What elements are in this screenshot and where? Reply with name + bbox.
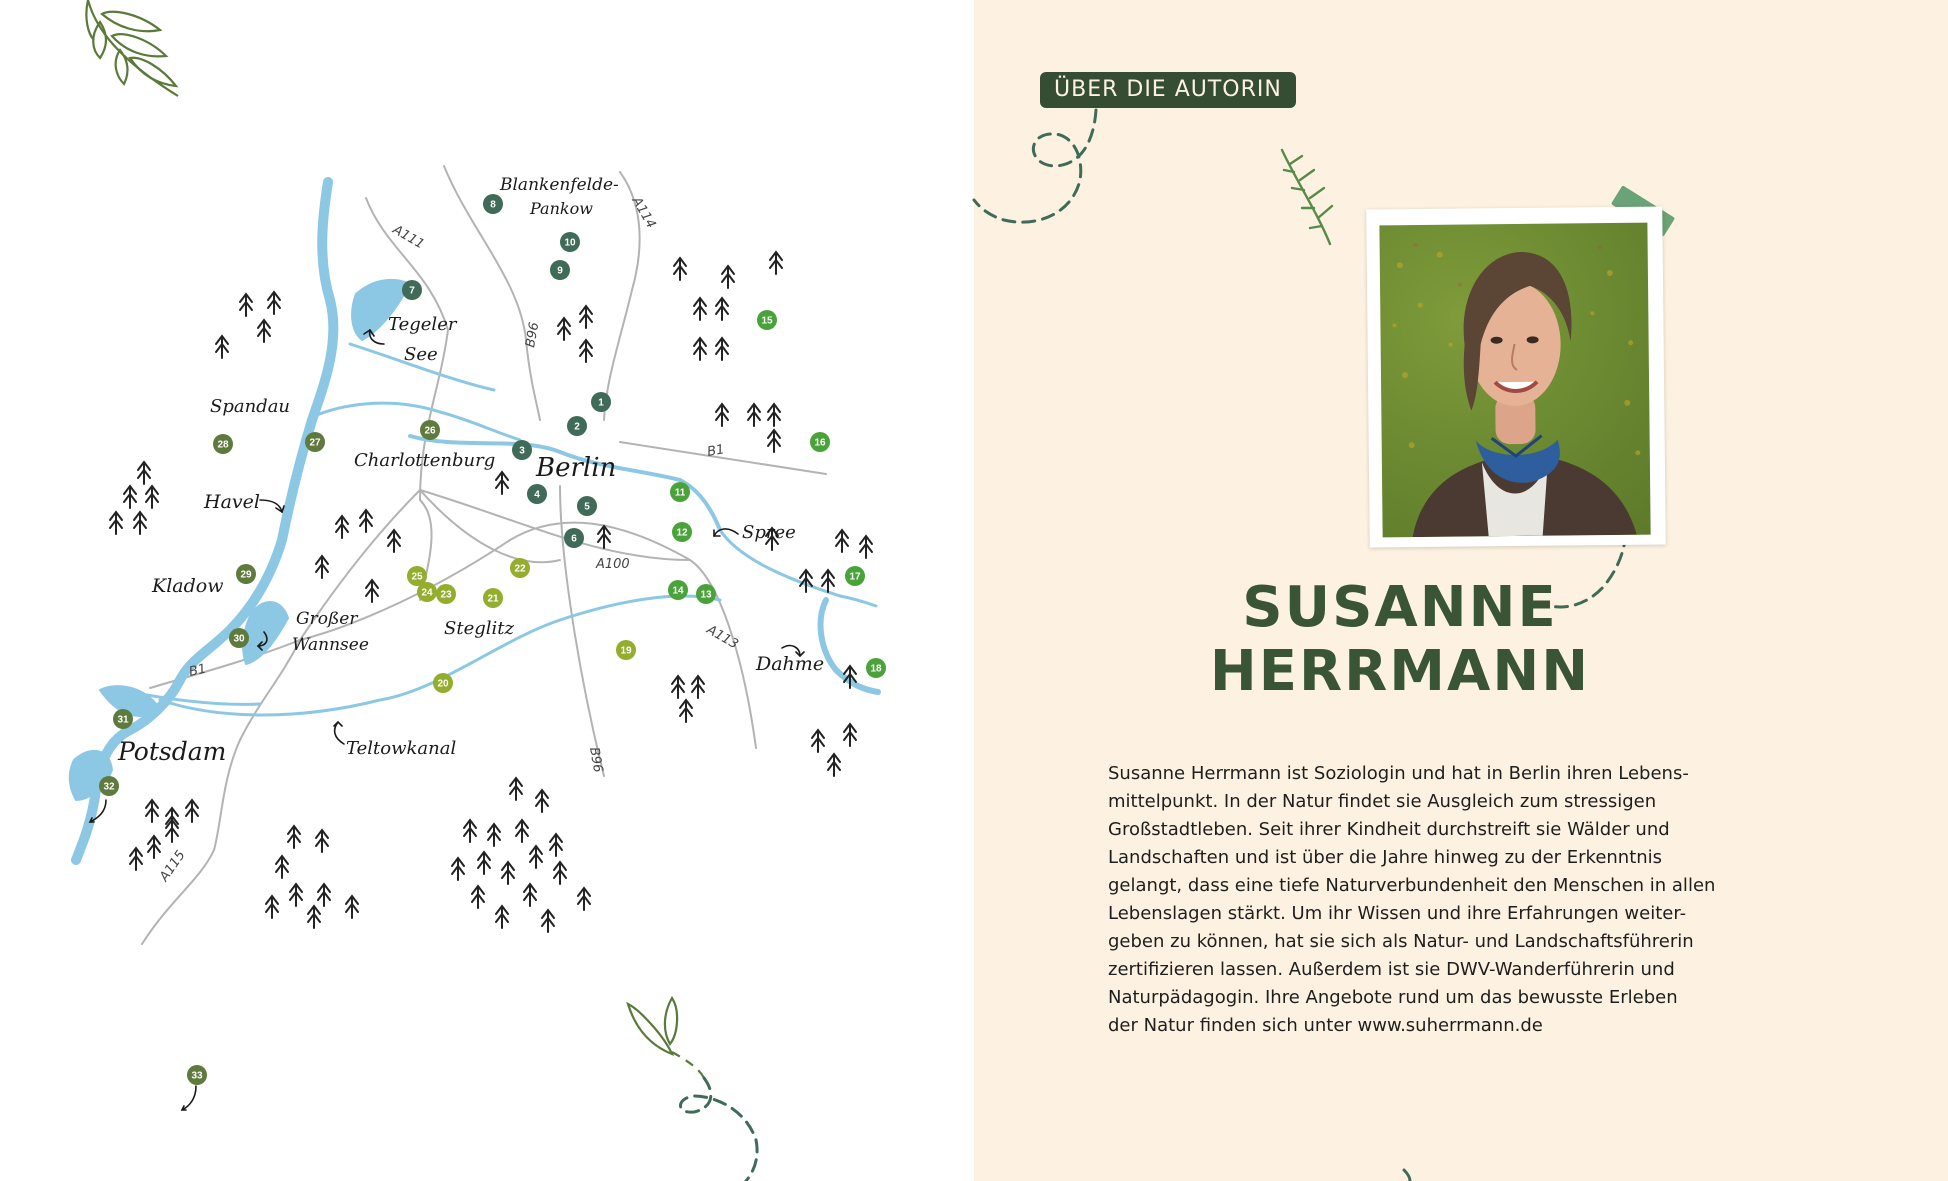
tree-icon [388, 530, 400, 552]
road-label-a115: A115 [156, 848, 189, 885]
map-marker-number: 20 [437, 678, 449, 690]
place-label-spree: Spree [742, 522, 796, 543]
tree-icon [138, 462, 150, 484]
map-marker [229, 628, 249, 648]
tree-icon [580, 306, 592, 328]
tree-icon [536, 790, 548, 812]
map-marker-number: 12 [676, 527, 688, 539]
map-marker [420, 420, 440, 440]
map-marker [668, 580, 688, 600]
tree-icon [488, 824, 500, 846]
map-marker [845, 566, 865, 586]
place-label-blankenfelde: Blankenfelde- [500, 175, 619, 195]
map-marker-number: 17 [849, 571, 861, 583]
tree-icon [694, 298, 706, 320]
place-labels [117, 175, 824, 766]
tree-icon [516, 820, 528, 842]
map-marker [402, 280, 422, 300]
tree-icon [130, 848, 142, 870]
tree-icon [800, 570, 812, 592]
tree-icon [672, 676, 684, 698]
tree-icon [680, 700, 692, 722]
map-marker-number: 3 [519, 445, 525, 457]
map-marker [757, 310, 777, 330]
tree-icon [496, 906, 508, 928]
tree-icon [336, 516, 348, 538]
photo-frame [1366, 206, 1666, 547]
tree-icon [836, 530, 848, 552]
tree-icon [452, 858, 464, 880]
bio-line: mittelpunkt. In der Natur findet sie Ausgleich zum stressigen [1108, 791, 1657, 812]
tree-icon [828, 754, 840, 776]
map-marker [483, 194, 503, 214]
place-label-grosser: Großer [296, 609, 358, 629]
author-bio [1108, 760, 1758, 1040]
bio-line: Susanne Herrmann ist Soziologin und hat in Berlin ihren Lebens- [1108, 763, 1689, 784]
map-marker-number: 32 [103, 781, 115, 793]
map-marker-number: 10 [564, 237, 576, 249]
bio-line: Naturpädagogin. Ihre Angebote rund um das bewusste Erleben [1108, 987, 1678, 1008]
tree-icon [318, 884, 330, 906]
tree-icon [716, 338, 728, 360]
place-label-pankow: Pankow [530, 199, 593, 218]
bio-line: zertifizieren lassen. Außerdem ist sie DWV-Wanderführerin und [1108, 959, 1675, 980]
map-marker-number: 23 [440, 589, 452, 601]
portrait-photo-icon [1379, 223, 1650, 538]
map-marker [305, 432, 325, 452]
map-marker-number: 33 [191, 1070, 203, 1082]
map-marker-number: 7 [409, 285, 415, 297]
map-marker-number: 27 [309, 437, 321, 449]
author-photo [1379, 223, 1650, 538]
bio-line: Großstadtleben. Seit ihrer Kindheit durchstreift sie Wälder und [1108, 819, 1670, 840]
tree-icon [770, 252, 782, 274]
tree-icon [316, 830, 328, 852]
map-marker-number: 19 [620, 645, 632, 657]
road-label-a111: A111 [390, 222, 427, 253]
map-marker [187, 1065, 207, 1085]
map-marker [483, 588, 503, 608]
tree-icon [360, 510, 372, 532]
map-marker [510, 558, 530, 578]
place-label-charlottenburg: Charlottenburg [354, 450, 496, 471]
map-marker [564, 528, 584, 548]
map-marker [591, 392, 611, 412]
map-marker-number: 8 [490, 199, 496, 211]
author-first-name: SUSANNE [1242, 575, 1558, 640]
road-label-b96-south: B96 [586, 746, 606, 774]
tree-icon [748, 404, 760, 426]
tree-icon [598, 526, 610, 548]
tree-icon [558, 318, 570, 340]
author-name [1200, 576, 1600, 704]
tree-icon [844, 724, 856, 746]
map-marker-number: 21 [487, 593, 499, 605]
leaf-pair-icon [628, 998, 704, 1078]
map-marker [672, 522, 692, 542]
tree-icon [316, 556, 328, 578]
map-marker-number: 26 [424, 425, 436, 437]
map-marker [433, 673, 453, 693]
tree-icon [554, 862, 566, 884]
map-marker [560, 232, 580, 252]
map-marker-number: 30 [233, 633, 245, 645]
tree-icon [148, 836, 160, 858]
tree-icon [580, 340, 592, 362]
place-label-see: See [404, 344, 438, 365]
place-label-dahme: Dahme [756, 653, 825, 675]
map-marker-number: 25 [411, 571, 423, 583]
bio-line: gelangt, dass eine tiefe Naturverbundenheit den Menschen in allen [1108, 875, 1716, 896]
map-marker [407, 566, 427, 586]
road-label-b1-east: B1 [706, 442, 726, 460]
place-label-berlin: Berlin [536, 453, 617, 483]
tree-icon [308, 906, 320, 928]
bio-line: Landschaften und ist über die Jahre hinweg zu der Erkenntnis [1108, 847, 1663, 868]
tree-icon [478, 852, 490, 874]
place-label-steglitz: Steglitz [444, 618, 514, 639]
map-marker-number: 15 [761, 315, 773, 327]
map-marker [866, 658, 886, 678]
tree-icon [692, 676, 704, 698]
map-marker-number: 1 [598, 397, 604, 409]
tree-icon [768, 430, 780, 452]
map-marker-number: 6 [571, 533, 577, 545]
place-label-teltowkanal: Teltowkanal [346, 738, 457, 759]
map-marker-number: 29 [240, 569, 252, 581]
tree-icon [674, 258, 686, 280]
map-marker-number: 2 [574, 421, 580, 433]
road-label-a114: A114 [628, 194, 659, 232]
tree-icon [134, 512, 146, 534]
tree-icon [186, 800, 198, 822]
tree-icon [716, 298, 728, 320]
map-marker [567, 416, 587, 436]
tree-icon [110, 512, 122, 534]
map-marker [670, 482, 690, 502]
section-label: ÜBER DIE AUTORIN [1040, 72, 1296, 108]
map-marker-number: 31 [117, 714, 129, 726]
tree-icon [722, 266, 734, 288]
map-marker [99, 776, 119, 796]
map-marker-number: 11 [674, 487, 686, 499]
place-label-havel: Havel [204, 491, 260, 513]
tree-icon [768, 404, 780, 426]
map-marker-number: 28 [217, 439, 229, 451]
map-marker-number: 5 [584, 501, 590, 513]
tree-icon [146, 800, 158, 822]
road-label-b96-north: B96 [523, 321, 543, 349]
map-marker [113, 709, 133, 729]
map-marker [527, 484, 547, 504]
map-marker-number: 14 [672, 585, 684, 597]
tree-icon [266, 896, 278, 918]
road-label-b1-west: B1 [187, 661, 208, 680]
leaf-sprig-icon [86, 0, 178, 96]
tree-icon [578, 888, 590, 910]
bio-line: der Natur finden sich unter www.suherrmann.de [1108, 1015, 1543, 1036]
tree-icon [124, 486, 136, 508]
tree-icon [366, 580, 378, 602]
place-label-wannsee: Wannsee [292, 635, 369, 655]
author-last-name: HERRMANN [1209, 639, 1591, 704]
place-label-spandau: Spandau [210, 396, 291, 417]
map-marker-number: 18 [870, 663, 882, 675]
tree-icon [146, 486, 158, 508]
tree-icon [524, 884, 536, 906]
roads [142, 166, 826, 944]
tree-icon [166, 820, 178, 842]
bio-line: Lebenslagen stärkt. Um ihr Wissen und ihre Erfahrungen weiter- [1108, 903, 1687, 924]
tree-icon [240, 294, 252, 316]
tree-icon [472, 886, 484, 908]
map-marker-number: 13 [700, 589, 712, 601]
map-marker [810, 432, 830, 452]
label-arrows [90, 330, 804, 1110]
map-marker-number: 4 [534, 489, 540, 501]
road-label-a113: A113 [704, 622, 741, 653]
place-label-tegeler: Tegeler [388, 314, 457, 335]
tree-icon [812, 730, 824, 752]
dashed-trail-bottom [681, 1078, 758, 1181]
map-marker [550, 260, 570, 280]
tree-icon [268, 292, 280, 314]
tree-icon [510, 778, 522, 800]
tree-icon [530, 846, 542, 868]
tree-icon [290, 884, 302, 906]
tree-icon [276, 856, 288, 878]
map-marker-number: 22 [514, 563, 526, 575]
tree-icon [464, 820, 476, 842]
tree-icon [860, 536, 872, 558]
tree-icon [496, 472, 508, 494]
tree-icon [288, 826, 300, 848]
tree-icon [542, 910, 554, 932]
tree-icon [716, 404, 728, 426]
map-marker [436, 584, 456, 604]
map-marker-number: 16 [814, 437, 826, 449]
map-marker-number: 9 [557, 265, 563, 277]
map-marker [616, 640, 636, 660]
tree-icon [822, 570, 834, 592]
tree-icon [550, 834, 562, 856]
place-label-potsdam: Potsdam [118, 737, 227, 766]
map-marker [696, 584, 716, 604]
tree-icon [346, 896, 358, 918]
tree-icon [258, 320, 270, 342]
road-label-a100: A100 [596, 557, 630, 572]
bio-line: geben zu können, hat sie sich als Natur- und Landschaftsführerin [1108, 931, 1694, 952]
place-label-kladow: Kladow [152, 575, 224, 597]
map-marker [213, 434, 233, 454]
tree-icon [216, 336, 228, 358]
tree-icon [694, 338, 706, 360]
map-marker-number: 24 [421, 587, 433, 599]
map-marker [512, 440, 532, 460]
tree-icon [502, 862, 514, 884]
map-marker [577, 496, 597, 516]
map-marker [236, 564, 256, 584]
